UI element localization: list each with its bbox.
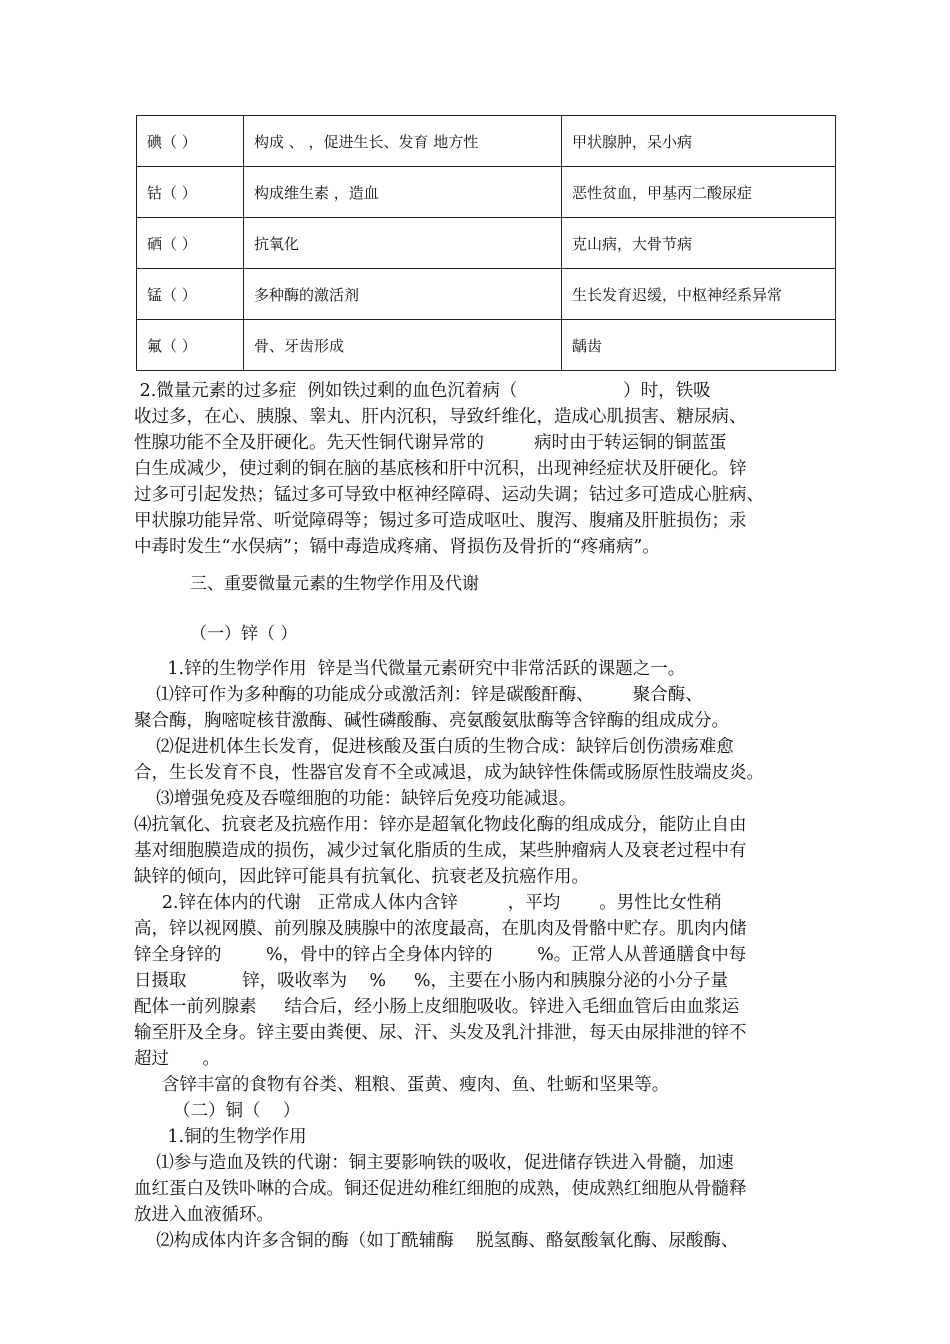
text-line: 中毒时发生“水俣病”；镉中毒造成疼痛、肾损伤及骨折的“疼痛病”。 xyxy=(134,537,660,557)
function-cell: 构成维生素 ，造血 xyxy=(244,167,562,218)
text-line: 日摄取 锌，吸收率为 % %，主要在小肠内和胰腺分泌的小分子量 xyxy=(134,971,728,991)
deficiency-disease-cell: 恶性贫血，甲基丙二酸尿症 xyxy=(562,167,836,218)
text-line: 含锌丰富的食物有谷类、粗粮、蛋黄、瘦肉、鱼、牡蛎和坚果等。 xyxy=(134,1075,670,1095)
text-line: ⑴锌可作为多种酶的功能成分或激活剂：锌是碳酸酐酶、 聚合酶、 xyxy=(134,685,703,705)
deficiency-disease-cell: 克山病，大骨节病 xyxy=(562,218,836,269)
text-line: 配体一前列腺素 结合后，经小肠上皮细胞吸收。锌进入毛细血管后由血浆运 xyxy=(134,997,740,1017)
element-cell: 钴（ ） xyxy=(137,167,244,218)
function-cell: 骨、牙齿形成 xyxy=(244,320,562,371)
text-line: 收过多，在心、胰腺、睾丸、肝内沉积，导致纤维化，造成心肌损害、糖尿病、 xyxy=(134,407,747,427)
section-heading: 三、重要微量元素的生物学作用及代谢 xyxy=(190,574,479,594)
deficiency-disease-cell: 龋齿 xyxy=(562,320,836,371)
text-line: 甲状腺功能异常、听觉障碍等；锡过多可造成呕吐、腹泻、腹痛及肝脏损伤；汞 xyxy=(134,511,747,531)
deficiency-disease-cell: 甲状腺肿，呆小病 xyxy=(562,116,836,167)
text-line: ⑴参与造血及铁的代谢：铜主要影响铁的吸收，促进储存铁进入骨髓，加速 xyxy=(134,1153,734,1173)
table-row xyxy=(137,116,836,167)
zinc-heading: （一）锌（ ） xyxy=(190,624,298,644)
text-line: 放进入血液循环。 xyxy=(134,1205,274,1225)
excess-disease-paragraph xyxy=(134,378,824,560)
text-line: ⑷抗氧化、抗衰老及抗癌作用：锌亦是超氧化物歧化酶的组成成分，能防止自由 xyxy=(134,815,747,835)
zinc-copper-body xyxy=(134,656,824,1254)
text-line: 1.锌的生物学作用 锌是当代微量元素研究中非常活跃的课题之一。 xyxy=(134,659,686,679)
text-line: 输至肝及全身。锌主要由粪便、尿、汗、头发及乳汁排泄，每天由尿排泄的锌不 xyxy=(134,1023,747,1043)
text-line: 超过 。 xyxy=(134,1049,220,1069)
text-line: 2.微量元素的过多症 例如铁过剩的血色沉着病（ ）时，铁吸 xyxy=(134,381,711,401)
text-line: 白生成减少，使过剩的铜在脑的基底核和肝中沉积，出现神经症状及肝硬化。锌 xyxy=(134,459,747,479)
element-cell: 锰（ ） xyxy=(137,269,244,320)
function-cell: 多种酶的激活剂 xyxy=(244,269,562,320)
text-line: 聚合酶，胸嘧啶核苷激酶、碱性磷酸酶、亮氨酸氨肽酶等含锌酶的组成成分。 xyxy=(134,711,729,731)
text-line: 锌全身锌的 %，骨中的锌占全身体内锌的 %。正常人从普通膳食中每 xyxy=(134,945,747,965)
element-cell: 硒（ ） xyxy=(137,218,244,269)
deficiency-disease-cell: 生长发育迟缓，中枢神经系异常 xyxy=(562,269,836,320)
function-cell: 构成 、 ，促进生长、发育 地方性 xyxy=(244,116,562,167)
text-line: ⑵促进机体生长发育，促进核酸及蛋白质的生物合成：缺锌后创伤溃疡难愈 xyxy=(134,737,734,757)
text-line: 1.铜的生物学作用 xyxy=(134,1127,307,1147)
element-cell: 氟（ ） xyxy=(137,320,244,371)
trace-element-table xyxy=(136,115,836,371)
text-line: 血红蛋白及铁卟啉的合成。铜还促进幼稚红细胞的成熟，使成熟红细胞从骨髓释 xyxy=(134,1179,747,1199)
text-line: 基对细胞膜造成的损伤，减少过氧化脂质的生成，某些肿瘤病人及衰老过程中有 xyxy=(134,841,747,861)
text-line: （二）铜（ ） xyxy=(134,1101,301,1121)
table-row xyxy=(137,320,836,371)
text-line: ⑶增强免疫及吞噬细胞的功能：缺锌后免疫功能减退。 xyxy=(134,789,577,809)
text-line: 缺锌的倾向，因此锌可能具有抗氧化、抗衰老及抗癌作用。 xyxy=(134,867,589,887)
text-line: 过多可引起发热；锰过多可导致中枢神经障碍、运动失调；钴过多可造成心脏病、 xyxy=(134,485,764,505)
element-cell: 碘（ ） xyxy=(137,116,244,167)
table-row xyxy=(137,269,836,320)
table-row xyxy=(137,218,836,269)
text-line: 合，生长发育不良，性器官发育不全或减退，成为缺锌性侏儒或肠原性肢端皮炎。 xyxy=(134,763,764,783)
text-line: ⑵构成体内许多含铜的酶（如丁酰辅酶 脱氢酶、酪氨酸氧化酶、尿酸酶、 xyxy=(134,1231,739,1251)
text-line: 2.锌在体内的代谢 正常成人体内含锌 ，平均 。男性比女性稍 xyxy=(134,893,722,913)
function-cell: 抗氧化 xyxy=(244,218,562,269)
text-line: 性腺功能不全及肝硬化。先天性铜代谢异常的 病时由于转运铜的铜蓝蛋 xyxy=(134,433,727,453)
text-line: 高，锌以视网膜、前列腺及胰腺中的浓度最高，在肌肉及骨骼中贮存。肌肉内储 xyxy=(134,919,747,939)
table-row xyxy=(137,167,836,218)
